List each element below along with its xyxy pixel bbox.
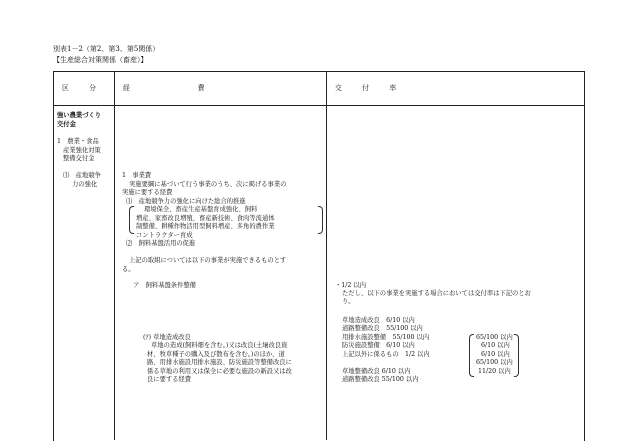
item-1-cont: 産業強化対策 [63,147,101,154]
koufu-bracket-rate: 6/10 以内 [481,342,510,349]
koufu-rate-line: 用排水施設整備 55/100 以内 [342,334,430,341]
column-divider-1 [114,71,115,440]
keihi-line: 実施に要する経費 [122,189,173,196]
jigyo-heading: 1 事業費 [122,172,152,179]
koufu-rate-line: 上記以外に係るもの 1/2 以内 [342,351,430,358]
sub-item-1-cont: 力の強化 [72,181,98,188]
brace-left [469,334,474,377]
item-1: 1 農業・食品 [57,138,99,145]
table-frame [53,71,585,441]
koufu-rate: ・1/2 以内 [335,282,367,289]
keihi-sub-1-line: 環境保全、畜産生産基盤育成強化、飼料 [144,206,258,213]
keihi-sub-1-line: コントラクター育成 [136,232,193,239]
koufu-bracket-rate: 65/100 以内 [476,334,513,341]
sub-item-1: ⑴ 産地競争 [63,172,101,179]
keihi-a-heading: ア 飼料基盤条件整備 [133,282,196,289]
keihi-i-line: 路、用排水施設用排水施設、防災施設等整備改良に [147,359,292,366]
koufu-bracket-rate: 65/100 以内 [476,359,513,366]
column-divider-2 [326,71,327,440]
col-header-koufu: 交 付 率 [335,84,397,92]
keihi-i-title: (ｱ) 草地造成改良 [143,334,191,341]
koufu-rate-line: 草地整備改良 6/10 以内 [342,368,411,375]
program-title-cont: 交付金 [57,121,76,128]
header-bottom-rule [53,105,584,106]
keihi-sub-1: ⑴ 産地競争力の強化に向けた総合的推進 [126,198,246,205]
koufu-rate-line: 道路整備改良 55/100 以内 [342,376,419,383]
keihi-paragraph-cont: る。 [122,266,135,273]
koufu-rate-line: 道路整備改良 55/100 以内 [342,325,423,332]
keihi-i-line: 材、牧草種子の購入及び散布を含む。)のほか、道 [147,351,285,358]
keihi-sub-2: ⑵ 飼料基盤活用の促進 [126,240,196,247]
koufu-rate-line: 草地造成改良 6/10 以内 [342,317,415,324]
program-title: 強い農業づくり [57,112,102,119]
col-header-kubun: 区 分 [62,84,96,92]
brace-right [318,206,323,234]
koufu-rate-line: 防災施設整備 6/10 以内 [342,342,415,349]
section-title: 【生産総合対策関係（畜産）】 [53,56,148,64]
col-header-keihi: 経 費 [123,84,205,92]
brace-right [514,334,519,377]
keihi-sub-1-line: 増産、家畜改良増殖、畜産新技術、食肉等流通体 [136,215,275,222]
keihi-i-line: 係る草地の利用又は保全に必要な施設の新設又は改 [147,368,292,375]
koufu-note-cont: り。 [342,298,355,305]
table-caption: 別表1－2（第2、第3、第5関係） [53,45,160,53]
keihi-sub-1-line: 制整備、耕種作物活用型飼料増産、多角的農作業 [136,223,275,230]
brace-left [129,206,134,234]
keihi-i-line: 草地の造成(飼料畑を含む。)又は改良(土壌改良資 [151,342,288,349]
keihi-paragraph: 上記の取組については以下の事業が実施できるものとす [129,257,287,264]
koufu-note: ただし、以下の事業を実施する場合においては交付率は下記のとお [342,290,531,297]
item-1-cont2: 整備交付金 [63,155,95,162]
keihi-i-line: 良に要する経費 [147,376,192,383]
koufu-bracket-rate: 11/20 以内 [478,368,511,375]
keihi-line: 実施要綱に基づいて行う事業のうち、次に掲げる事業の [129,181,287,188]
koufu-bracket-rate: 6/10 以内 [481,351,510,358]
